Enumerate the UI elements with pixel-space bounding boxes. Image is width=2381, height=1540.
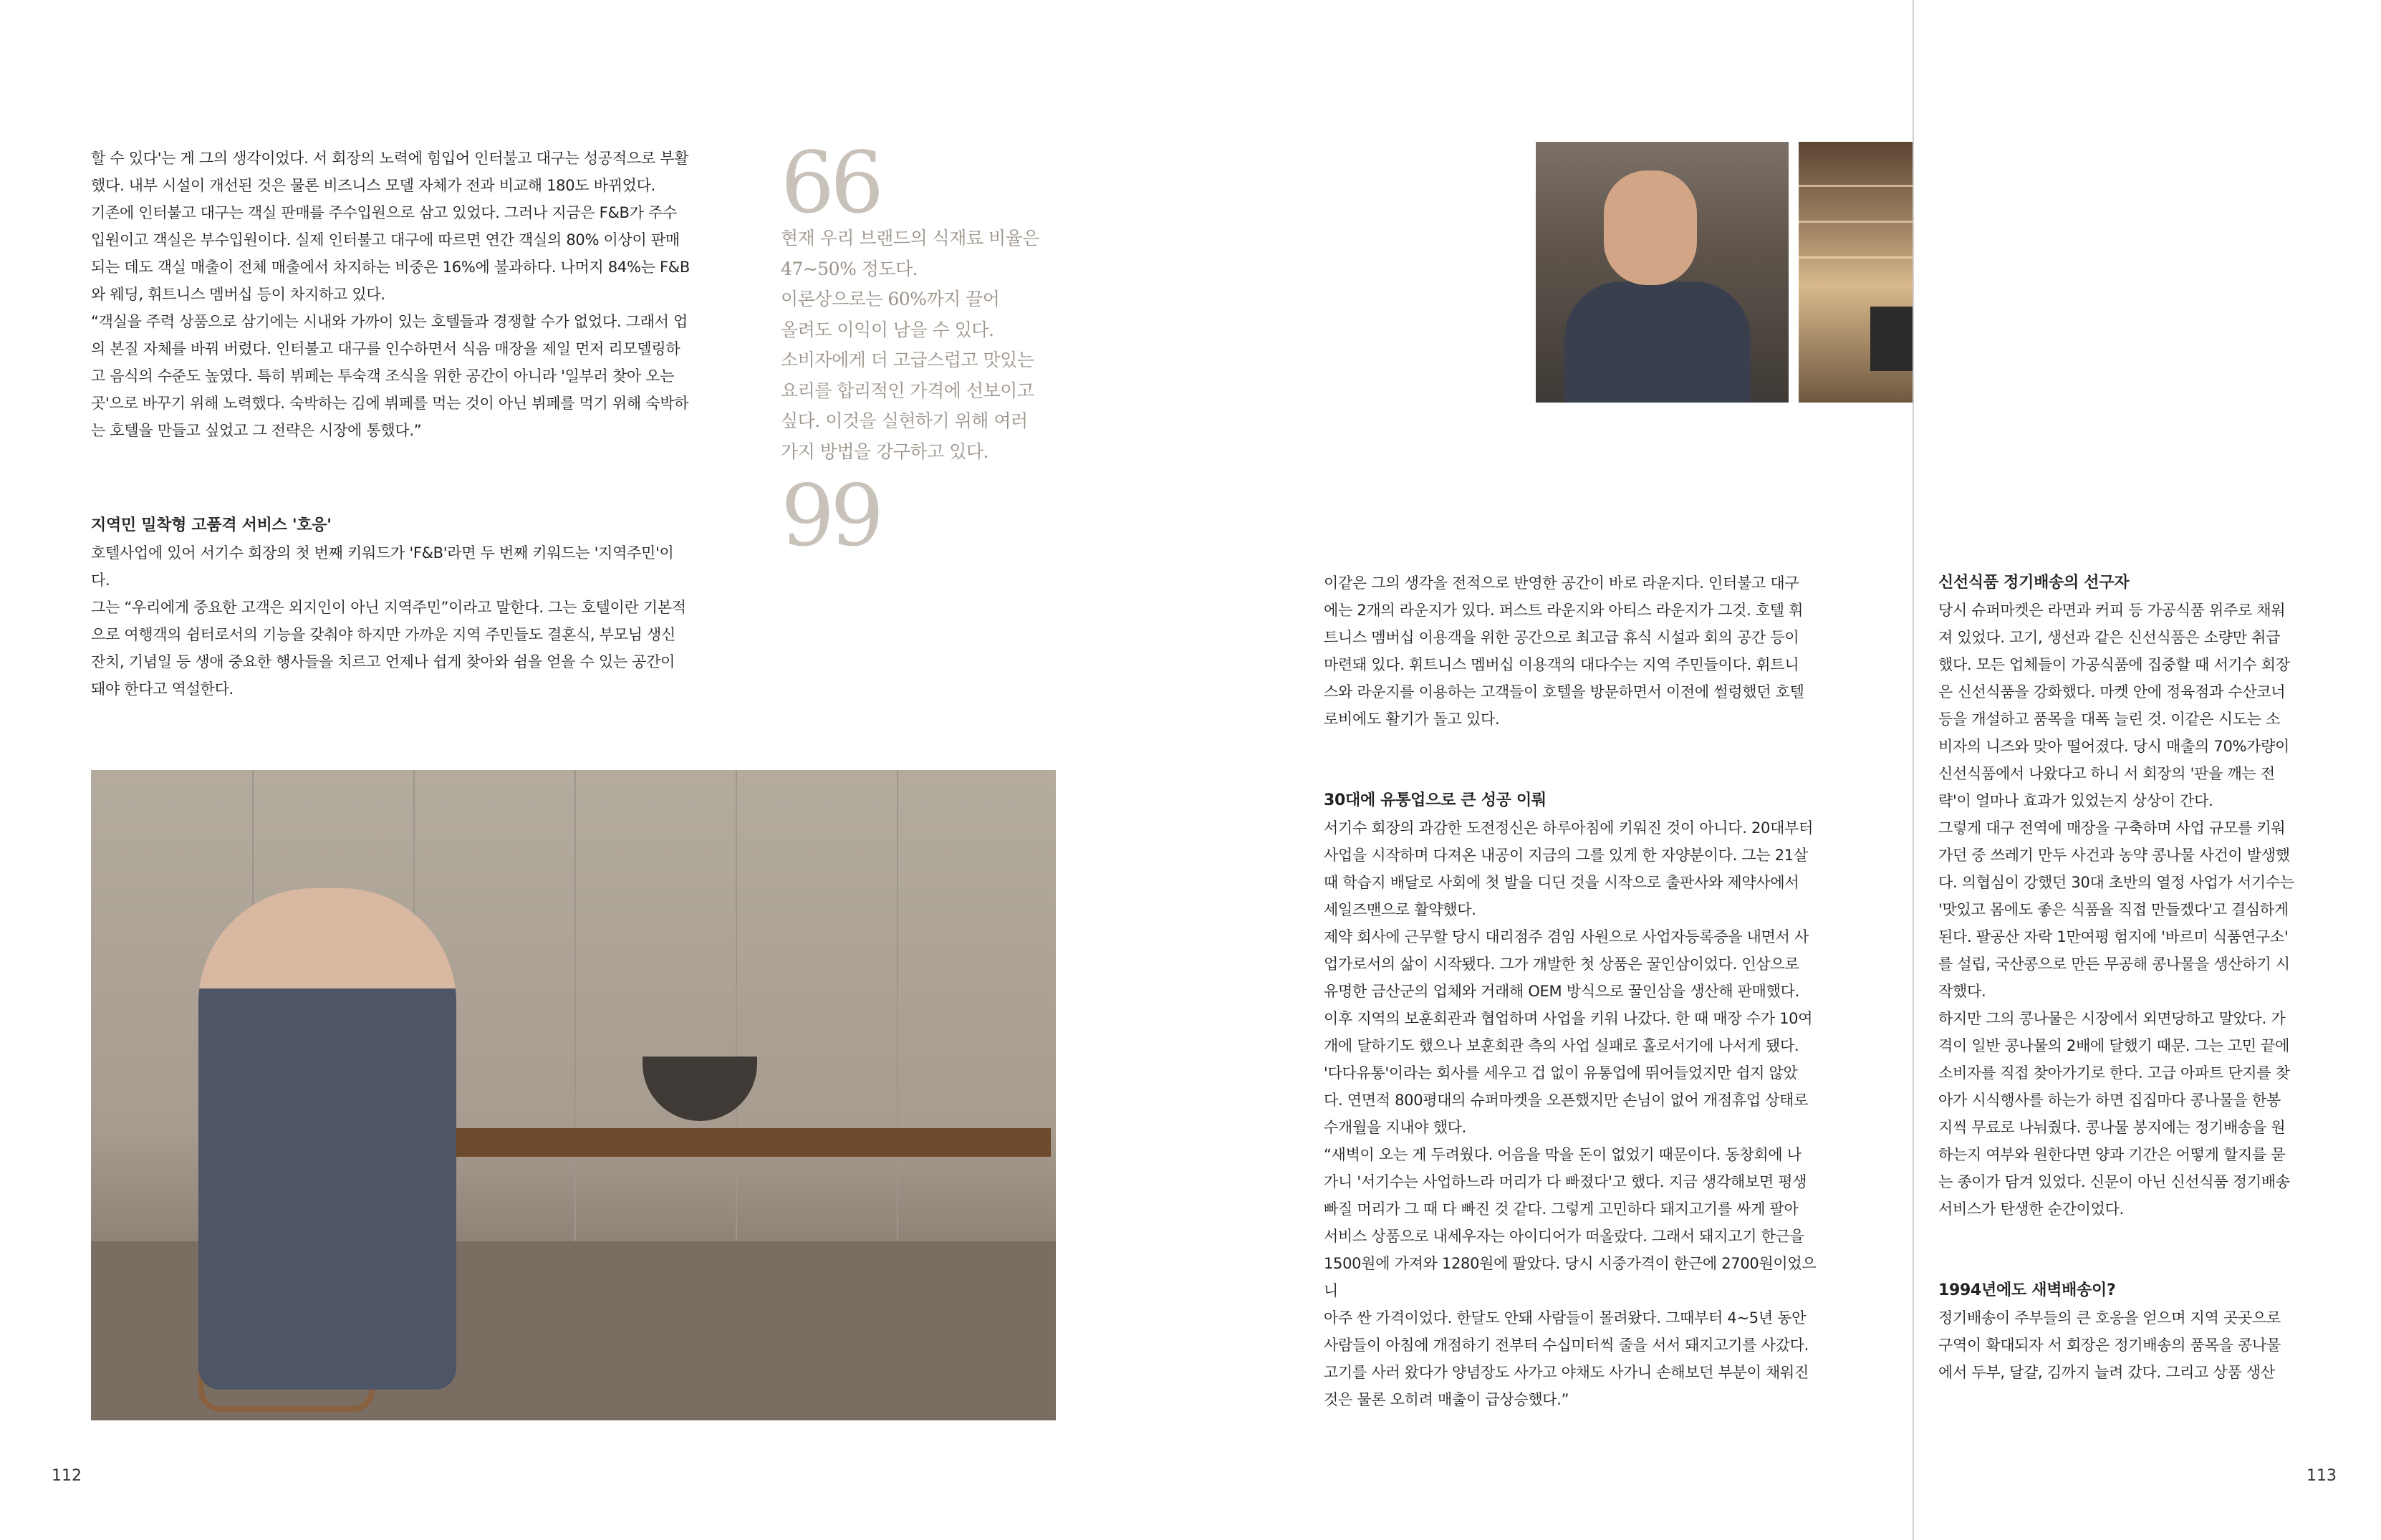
paragraph-line: 으로 여행객의 쉼터로서의 기능을 갖춰야 하지만 가까운 지역 주민들도 결혼식, 부모님 생신 — [91, 626, 675, 643]
paragraph-line: 아주 싼 가격이었다. 한달도 안돼 사람들이 몰려왔다. 그때부터 4~5년 동안 — [1324, 1309, 1807, 1327]
paragraph-line: 가니 '서기수는 사업하느라 머리가 다 빠졌다'고 했다. 지금 생각해보면 평생 — [1324, 1173, 1807, 1190]
paragraph-line: 소비자를 직접 찾아가기로 한다. 고급 아파트 단지를 찾 — [1938, 1064, 2290, 1082]
seated-man-figure — [198, 888, 456, 1390]
paragraph-line: 되는 데도 객실 매출이 전체 매출에서 차지하는 비중은 16%에 불과하다. 나머지 84%는 F&B — [91, 259, 690, 276]
paragraph-line: 은 신선식품을 강화했다. 마켓 안에 정육점과 수산코너 — [1938, 683, 2286, 701]
paragraph-line: 서비스가 탄생한 순간이었다. — [1938, 1200, 2124, 1218]
paragraph-line: 정기배송이 주부들의 큰 호응을 얻으며 지역 곳곳으로 — [1938, 1309, 2281, 1327]
paragraph-line: 고기를 사러 왔다가 양념장도 사가고 야채도 사가니 손해보던 부분이 채워진 — [1324, 1364, 1809, 1381]
paragraph-line: 아가 시식행사를 하는가 하면 집집마다 콩나물을 한봉 — [1938, 1092, 2281, 1109]
quote-line: 소비자에게 더 고급스럽고 맛있는 — [781, 350, 1034, 370]
paragraph-line: 할 수 있다'는 게 그의 생각이었다. 서 회장의 노력에 힘입어 인터불고 대구는 성공적으로 부활 — [91, 150, 689, 167]
paragraph-line: 에서 두부, 달걀, 김까지 늘려 갔다. 그리고 상품 생산 — [1938, 1364, 2275, 1381]
paragraph-line: 입원이고 객실은 부수입원이다. 실제 인터불고 대구에 따르면 연간 객실의 80% 이상이 판매 — [91, 231, 680, 249]
paragraph-line: “새벽이 오는 게 두려웠다. 어음을 막을 돈이 없었기 때문이다. 동창회에 나 — [1324, 1146, 1802, 1163]
paragraph-line: 세일즈맨으로 활약했다. — [1324, 901, 1476, 918]
paragraph-line: 빠질 머리가 그 때 다 빠진 것 같다. 그렇게 고민하다 돼지고기를 싸게 팔아 — [1324, 1200, 1799, 1218]
quote-line: 요리를 합리적인 가격에 선보이고 — [781, 380, 1034, 401]
paragraph-line: “객실을 주력 상품으로 삼기에는 시내와 가까이 있는 호텔들과 경쟁할 수가 없었다. 그래서 업 — [91, 313, 688, 330]
article-column-4 — [1938, 569, 2307, 1386]
paragraph-line: 했다. 모든 업체들이 가공식품에 집중할 때 서기수 회장 — [1938, 656, 2290, 673]
quote-line: 올려도 이익이 남을 수 있다. — [781, 319, 994, 340]
paragraph-line: 기존에 인터불고 대구는 객실 판매를 주수입원으로 삼고 있었다. 그러나 지금은 F&B가 주수 — [91, 204, 677, 221]
paragraph-line: 다. 의협심이 강했던 30대 초반의 열정 사업가 서기수는 — [1938, 874, 2294, 891]
paragraph-line: 것은 물론 오히려 매출이 급상승했다.” — [1324, 1391, 1569, 1408]
paragraph-line: 트니스 멤버십 이용객을 위한 공간으로 최고급 휴식 시설과 회의 공간 등이 — [1324, 629, 1799, 646]
paragraph-line: 잔치, 기념일 등 생애 중요한 행사들을 치르고 언제나 쉽게 찾아와 쉼을 얻을 수 있는 공간이 — [91, 653, 675, 670]
article-column-1 — [91, 145, 690, 444]
section-heading: 30대에 유통업으로 큰 성공 이뤄 — [1324, 791, 1547, 809]
portrait-photo-lounge — [91, 770, 1056, 1420]
paragraph-line: 당시 슈퍼마켓은 라면과 커피 등 가공식품 위주로 채워 — [1938, 602, 2286, 619]
paragraph-line: 그렇게 대구 전역에 매장을 구축하며 사업 규모를 키워 — [1938, 819, 2286, 837]
bonsai-pot — [643, 1057, 757, 1121]
paragraph-line: 는 종이가 담겨 있었다. 신문이 아닌 신선식품 정기배송 — [1938, 1173, 2290, 1190]
quote-line: 이론상으로는 60%까지 끌어 — [781, 289, 1000, 309]
paragraph-line: 신선식품에서 나왔다고 하니 서 회장의 '판을 깨는 전 — [1938, 765, 2275, 782]
paragraph-line: 구역이 확대되자 서 회장은 정기배송의 품목을 콩나물 — [1938, 1337, 2281, 1354]
paragraph-line: 서기수 회장의 과감한 도전정신은 하루아침에 키워진 것이 아니다. 20대부터 — [1324, 819, 1814, 837]
section-heading: 지역민 밀착형 고품격 서비스 '호응' — [91, 516, 332, 534]
paragraph-line: 서비스 상품으로 내세우자는 아이디어가 떠올랐다. 그래서 돼지고기 한근을 — [1324, 1228, 1804, 1245]
section-heading: 1994년에도 새벽배송이? — [1938, 1281, 2116, 1299]
paragraph-line: 에는 2개의 라운지가 있다. 퍼스트 라운지와 아티스 라운지가 그것. 호텔 휘 — [1324, 602, 1804, 619]
paragraph-line: 사람들이 아침에 개점하기 전부터 수십미터씩 줄을 서서 돼지고기를 사갔다. — [1324, 1337, 1809, 1354]
paragraph-line: '다다유통'이라는 회사를 세우고 겁 없이 유통업에 뛰어들었지만 쉽지 않았 — [1324, 1064, 1798, 1082]
wooden-bench — [406, 1128, 1051, 1157]
quote-line: 싶다. 이것을 실현하기 위해 여러 — [781, 410, 1028, 431]
paragraph-line: 하지만 그의 콩나물은 시장에서 외면당하고 말았다. 가 — [1938, 1010, 2286, 1027]
quote-line: 47~50% 정도다. — [781, 258, 918, 279]
paragraph-line: 다. 연면적 800평대의 슈퍼마켓을 오픈했지만 손님이 없어 개점휴업 상태로 — [1324, 1092, 1809, 1109]
pull-quote-text — [781, 223, 1074, 467]
paragraph-line: 하는지 여부와 원한다면 양과 기간은 어떻게 할지를 묻 — [1938, 1146, 2286, 1163]
paragraph-line: 곳'으로 바꾸기 위해 노력했다. 숙박하는 김에 뷔페를 먹는 것이 아닌 뷔페를 먹기 위해 숙박하 — [91, 395, 689, 412]
paragraph-line: 고 음식의 수준도 높였다. 특히 뷔페는 투숙객 조식을 위한 공간이 아니라 '일부러 찾아 오는 — [91, 367, 675, 385]
paragraph-line: 유명한 금산군의 업체와 거래해 OEM 방식으로 꿀인삼을 생산해 판매했다. — [1324, 983, 1800, 1000]
paragraph-line: 와 웨딩, 휘트니스 멤버십 등이 차지하고 있다. — [91, 286, 385, 303]
paragraph-line: 를 설립, 국산콩으로 만든 무공해 콩나물을 생산하기 시 — [1938, 956, 2290, 973]
paragraph-line: 개에 달하기도 했으나 보훈회관 측의 사업 실패로 홀로서기에 나서게 됐다. — [1324, 1037, 1799, 1054]
interview-photo — [1536, 142, 1789, 403]
quote-line: 가지 방법을 강구하고 있다. — [781, 441, 989, 462]
paragraph-line: 이같은 그의 생각을 전적으로 반영한 공간이 바로 라운지다. 인터불고 대구 — [1324, 574, 1799, 592]
pull-quote — [781, 133, 1074, 565]
paragraph-line: 지씩 무료로 나눠줬다. 콩나물 봉지에는 정기배송을 원 — [1938, 1119, 2286, 1136]
paragraph-line: 등을 개설하고 품목을 대폭 늘린 것. 이같은 시도는 소 — [1938, 711, 2281, 728]
paragraph-line: 업가로서의 삶이 시작됐다. 그가 개발한 첫 상품은 꿀인삼이었다. 인삼으로 — [1324, 956, 1799, 973]
paragraph-line: 제약 회사에 근무할 당시 대리점주 겸임 사원으로 사업자등록증을 내면서 사 — [1324, 928, 1809, 945]
paragraph-line: 그는 “우리에게 중요한 고객은 외지인이 아닌 지역주민”이라고 말한다. 그는 호텔이란 기본적 — [91, 599, 686, 616]
paragraph-line: 격이 일반 콩나물의 2배에 달했기 때문. 그는 고민 끝에 — [1938, 1037, 2290, 1054]
paragraph-line: 략'이 얼마나 효과가 있었는지 상상이 간다. — [1938, 792, 2213, 809]
paragraph-line: 져 있었다. 고기, 생선과 같은 신선식품은 소량만 취급 — [1938, 629, 2281, 646]
paragraph-line: 수개월을 지내야 했다. — [1324, 1119, 1466, 1136]
article-column-3 — [1324, 569, 1818, 1413]
paragraph-line: 때 학습지 배달로 사회에 첫 발을 디딘 것을 시작으로 출판사와 제약사에서 — [1324, 874, 1799, 891]
paragraph-line: 가던 중 쓰레기 만두 사건과 농약 콩나물 사건이 발생했 — [1938, 847, 2290, 864]
paragraph-line: '맛있고 몸에도 좋은 식품을 직접 만들겠다'고 결심하게 — [1938, 901, 2289, 918]
paragraph-line: 이후 지역의 보훈회관과 협업하며 사업을 키워 나갔다. 한 때 매장 수가 10여 — [1324, 1010, 1813, 1027]
open-quote-mark: 66 — [781, 133, 880, 232]
page-number-right: 113 — [2307, 1467, 2337, 1485]
paragraph-line: 스와 라운지를 이용하는 고객들이 호텔을 방문하면서 이전에 썰렁했던 호텔 — [1324, 683, 1804, 701]
paragraph-line: 했다. 내부 시설이 개선된 것은 물론 비즈니스 모델 자체가 전과 비교해 180도 바뀌었다. — [91, 177, 655, 194]
paragraph-line: 는 호텔을 만들고 싶었고 그 전략은 시장에 통했다.” — [91, 422, 422, 439]
quote-line: 현재 우리 브랜드의 식재료 비율은 — [781, 228, 1039, 249]
paragraph-line: 의 본질 자체를 바꿔 버렸다. 인터불고 대구를 인수하면서 식음 매장을 제일 먼저 리모델링하 — [91, 340, 680, 357]
paragraph-line: 작했다. — [1938, 983, 1986, 1000]
section-heading: 신선식품 정기배송의 선구자 — [1938, 574, 2130, 592]
paragraph-line: 로비에도 활기가 돌고 있다. — [1324, 711, 1500, 728]
paragraph-line: 1500원에 가져와 1280원에 팔았다. 당시 시중가격이 한근에 2700원이었으니 — [1324, 1255, 1817, 1299]
article-column-1-section — [91, 512, 690, 703]
paragraph-line: 사업을 시작하며 다져온 내공이 지금의 그를 있게 한 자양분이다. 그는 21살 — [1324, 847, 1808, 864]
paragraph-line: 돼야 한다고 역설한다. — [91, 680, 234, 698]
page-number-left: 112 — [52, 1467, 82, 1485]
paragraph-line: 마련돼 있다. 휘트니스 멤버십 이용객의 대다수는 지역 주민들이다. 휘트니 — [1324, 656, 1799, 673]
close-quote-mark: 99 — [781, 466, 880, 565]
paragraph-line: 된다. 팔공산 자락 1만여평 험지에 '바르미 식품연구소' — [1938, 928, 2289, 945]
paragraph-line: 비자의 니즈와 맞아 떨어졌다. 당시 매출의 70%가량이 — [1938, 738, 2290, 755]
paragraph-line: 호텔사업에 있어 서기수 회장의 첫 번째 키워드가 'F&B'라면 두 번째 키워드는 '지역주민'이다. — [91, 544, 674, 589]
